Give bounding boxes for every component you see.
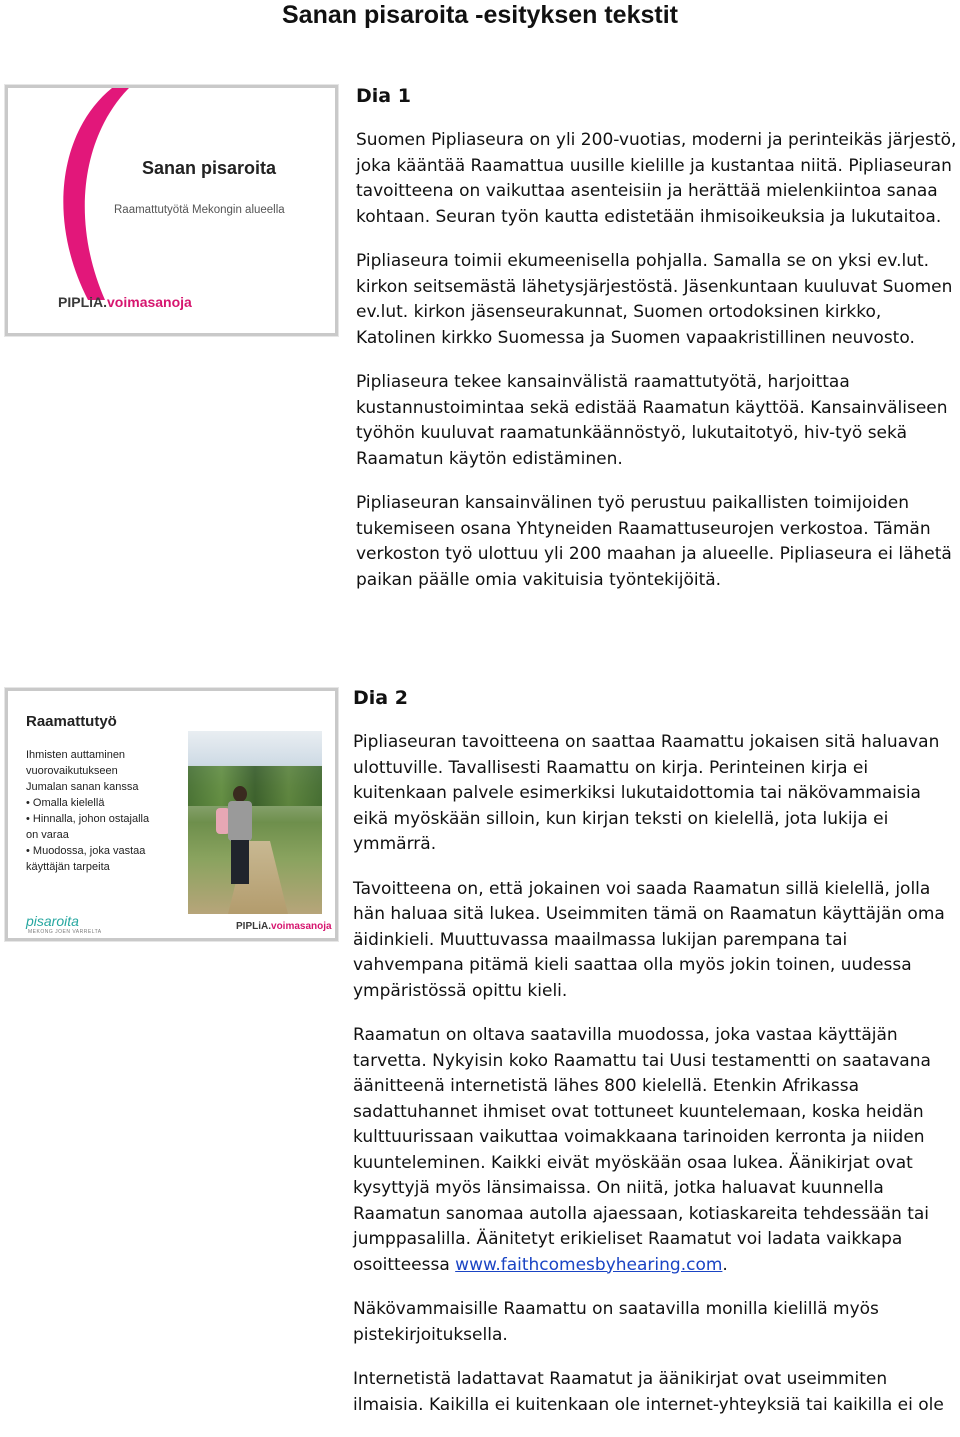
dia-2-paragraph-text: . xyxy=(722,1254,728,1275)
slide-2-line: on varaa xyxy=(26,829,69,841)
dia-2-paragraph: Pipliaseuran tavoitteena on saattaa Raamattu jokaisen sitä haluavan ulottuville. Tavallisesti Raamattu on kirja. Perinteinen kirja ei kuitenkaan palvele esimerkiksi lukutaidottomia tai näkövammaisia eikä myöskään silloin, kun kirjan teksti on kielellä, jota lukija ei ymmärrä. xyxy=(353,732,940,854)
dia-2-heading: Dia 2 xyxy=(353,687,408,709)
dia-2-paragraph: Internetistä ladattavat Raamatut ja äänikirjat ovat useimmiten ilmaisia. Kaikilla ei kuitenkaan ole internet-yhteyksiä tai kaikilla ei ole xyxy=(353,1369,944,1415)
slide-1-subtitle: Raamattutyötä Mekongin alueella xyxy=(114,204,285,216)
brand-piplia: PIPLiA. xyxy=(236,921,272,932)
brand-voimasanoja: voimasanoja xyxy=(271,921,332,932)
slide-2-line: vuorovaikutukseen xyxy=(26,765,118,777)
slide-2-line: • Omalla kielellä xyxy=(26,797,105,809)
brand-voimasanoja: voimasanoja xyxy=(107,294,192,310)
dia-1-paragraph: Pipliaseura tekee kansainvälistä raamattutyötä, harjoittaa kustannustoimintaa sekä edistää Raamatun käyttöä. Kansainväliseen työhön kuuluvat raamatunkäännöstyö, lukutaitotyö, hiv-työ sekä Raamatun käytön edistäminen. xyxy=(356,372,948,469)
slide-2-line: • Muodossa, joka vastaa xyxy=(26,845,146,857)
piplia-brand-logo xyxy=(58,294,192,310)
slide-2-line: Ihmisten auttaminen xyxy=(26,749,126,761)
dia-2-section xyxy=(353,686,960,1437)
slide-1-thumbnail xyxy=(5,85,338,336)
slide-2-thumbnail xyxy=(5,688,338,941)
slide-2-line: Jumalan sanan kanssa xyxy=(26,781,139,793)
woman-with-child-image xyxy=(224,786,254,886)
dia-1-section xyxy=(356,84,960,612)
brand-piplia: PIPLiA. xyxy=(58,294,108,310)
dia-2-paragraph xyxy=(353,1023,960,1278)
slide-1-title: Sanan pisaroita xyxy=(142,158,277,178)
pisaroita-logo: pisaroita xyxy=(26,913,79,929)
slide-2-title: Raamattutyö xyxy=(26,713,117,730)
dia-1-paragraph: Pipliaseura toimii ekumeenisella pohjalla. Samalla se on yksi ev.lut. kirkon seitsemästä lähetysjärjestöstä. Jäsenkuntaan kuuluvat Suomen ev.lut. kirkon jäsenseurakunnat, Suomen ortodoksinen kirkko, Katolinen kirkko Suomessa ja Suomen vapaakristillinen neuvosto. xyxy=(356,251,953,348)
dia-1-paragraph: Suomen Pipliaseura on yli 200-vuotias, moderni ja perinteikäs järjestö, joka kääntää Raamattua uusille kielille ja kustantaa niitä. Pipliaseuran tavoitteena on vaikuttaa asenteisiin ja herättää mielenkiintoa sanaa kohtaan. Seuran työn kautta edistetään ihmisoikeuksia ja lukutaitoa. xyxy=(356,130,957,227)
slide-2-line: • Hinnalla, johon ostajalla xyxy=(26,813,150,825)
dia-2-paragraph: Tavoitteena on, että jokainen voi saada Raamatun sillä kielellä, jolla hän haluaa sitä lukea. Useimmiten tämä on Raamatun käyttäjän oma äidinkieli. Muuttuvassa maailmassa lukijan parempana tai vahvempana pitämä kieli saattaa olla myös jokin toinen, uudessa ympäristössä opittu kieli. xyxy=(353,878,945,1001)
slide-2-bullet-list xyxy=(26,747,149,875)
piplia-brand-logo xyxy=(236,921,332,932)
page-title: Sanan pisaroita -esityksen tekstit xyxy=(282,1,678,29)
pisaroita-logo-subtitle: MEKONG JOEN VARRELTA xyxy=(28,929,102,935)
dia-1-heading: Dia 1 xyxy=(356,85,411,107)
dia-2-paragraph: Näkövammaisille Raamattu on saatavilla monilla kielillä myös pistekirjoituksella. xyxy=(353,1299,879,1345)
slide-2-line: käyttäjän tarpeita xyxy=(26,861,110,873)
faithcomesbyhearing-link[interactable]: www.faithcomesbyhearing.com xyxy=(455,1254,723,1275)
slide-2-photo xyxy=(188,731,322,914)
dia-1-paragraph: Pipliaseuran kansainvälinen työ perustuu paikallisten toimijoiden tukemiseen osana Yhtyneiden Raamattuseurojen verkostoa. Tämän verkoston työ ulottuu yli 200 maahan ja alueelle. Pipliaseura ei lähetä paikan päälle omia vakituisia työntekijöitä. xyxy=(356,493,952,590)
dia-2-paragraph-text: Raamatun on oltava saatavilla muodossa, joka vastaa käyttäjän tarvetta. Nykyisin koko Raamattu tai Uusi testamentti on saatavana äänitteenä internetistä lähes 800 kielellä. Etenkin Afrikassa sadattuhannet ihmiset ovat tottuneet kuuntelemaan, koska heidän kulttuurissaan vaikuttaa voimakkaana tarinoiden kerronta ja niiden kuunteleminen. Kaikki eivät myöskään osaa lukea. Äänikirjat ovat kysyttyjä myös länsimaissa. On niitä, jotka haluavat kuunnella Raamatun sanomaa autolla ajaessaan, kotiaskareita tehdessään tai jumppasalilla. Äänitetyt erikieliset Raamatut voi ladata vaikkapa osoitteessa xyxy=(353,1025,931,1275)
